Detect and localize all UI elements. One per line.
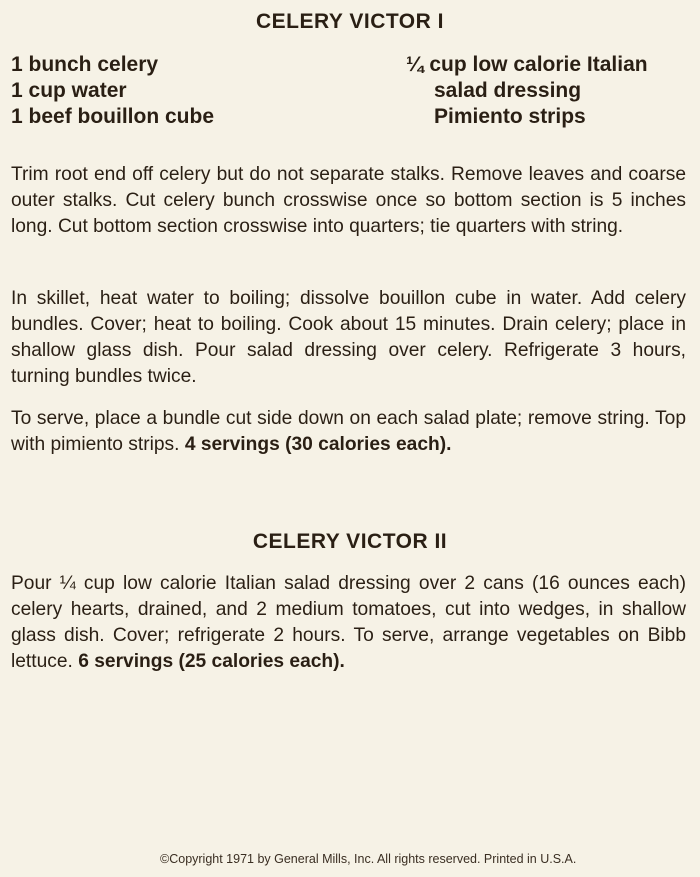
copyright-notice: ©Copyright 1971 by General Mills, Inc. All rights reserved. Printed in U.S.A.: [160, 852, 577, 866]
servings-note: 4 servings (30 calories each).: [184, 434, 452, 455]
recipe2-paragraph: Pour ¼ cup low calorie Italian salad dressing over 2 cans (16 ounces each) celery hearts, drained, and 2 medium tomatoes, cut into wedges, in shallow glass dish. Cover; refrigerate 2 hours. To serve, arrange vegetables on Bibb lettuce.: [11, 573, 686, 672]
instructions-paragraph-1: Trim root end off celery but do not separate stalks. Remove leaves and coarse outer stalks. Cut celery bunch crosswise once so bottom section is 5 inches long. Cut bottom section crosswise into quarters; tie quarters with string.: [11, 164, 686, 237]
ingredient-item-continuation: salad dressing: [434, 79, 582, 102]
servings-note: 6 servings (25 calories each).: [78, 651, 345, 672]
ingredients-list-left: [11, 52, 331, 130]
serving-instructions: To serve, place a bundle cut side down on each salad plate; remove string. Top with pimiento strips.: [11, 408, 686, 455]
recipe-title-celery-victor-1: CELERY VICTOR I: [256, 10, 444, 33]
ingredient-item: 1 cup water: [11, 79, 127, 102]
instructions-paragraph-2: In skillet, heat water to boiling; dissolve bouillon cube in water. Add celery bundles. Cover; heat to boiling. Cook about 15 minutes. Drain celery; place in shallow glass dish. Pour salad dressing over celery. Refrigerate 3 hours, turning bundles twice.: [11, 288, 686, 387]
ingredient-item: Pimiento strips: [434, 105, 586, 128]
instructions-paragraph-3: [11, 406, 686, 458]
ingredient-item: 1 bunch celery: [11, 53, 159, 76]
recipe2-instructions: [11, 571, 686, 675]
recipe-title-celery-victor-2: CELERY VICTOR II: [252, 530, 448, 553]
ingredient-item: ¼ cup low calorie Italian: [406, 53, 648, 76]
ingredients-list-right: [406, 52, 696, 130]
ingredient-item: 1 beef bouillon cube: [11, 105, 215, 128]
